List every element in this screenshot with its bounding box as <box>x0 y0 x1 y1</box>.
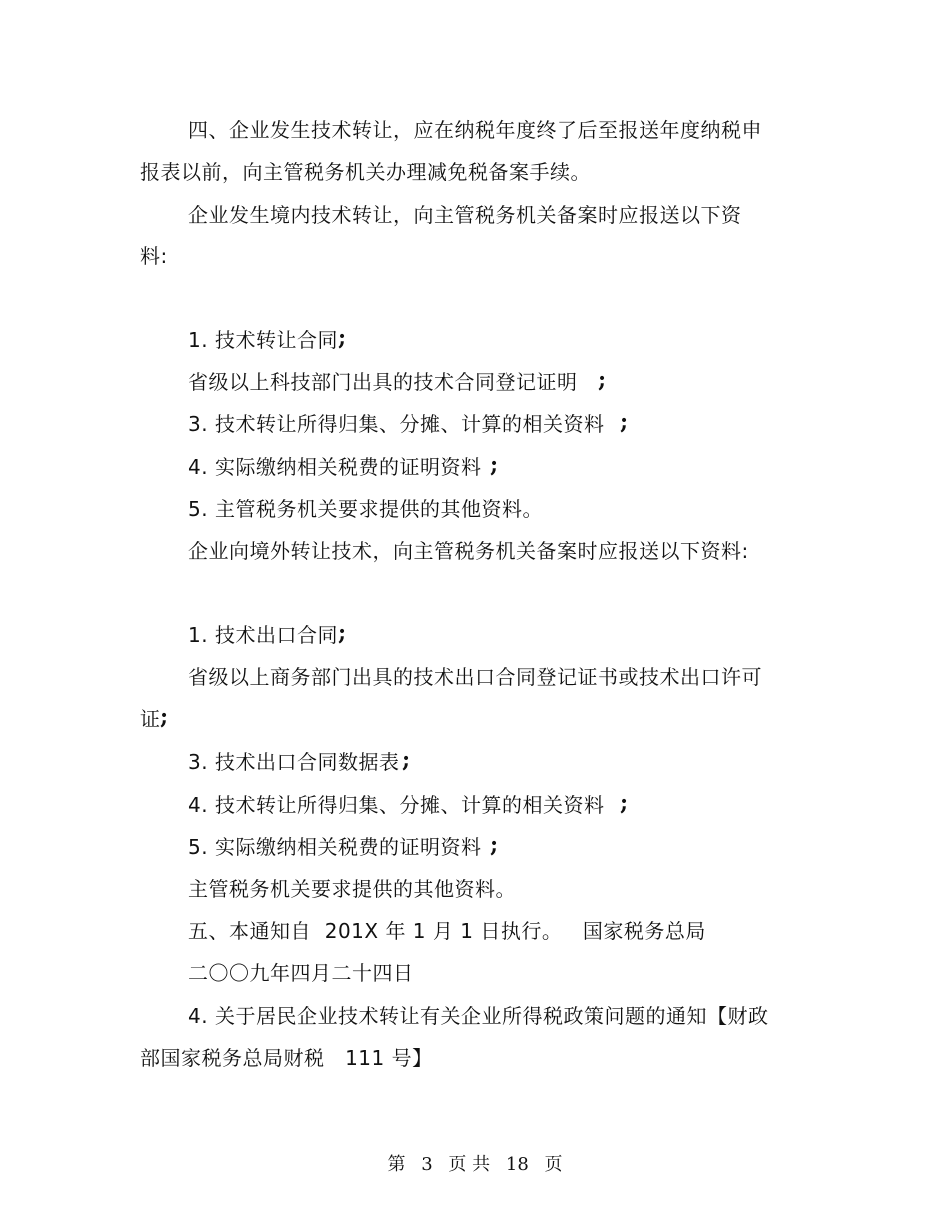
notice-4-line-1: 4. 关于居民企业技术转让有关企业所得税政策问题的通知【财政 <box>188 1004 769 1028</box>
domestic-item-3: 3. 技术转让所得归集、分摊、计算的相关资料 <box>188 412 605 436</box>
foreign-item-1-semicolon: ; <box>338 620 347 646</box>
domestic-item-2: 省级以上科技部门出具的技术合同登记证明 <box>188 370 578 394</box>
domestic-item-5: 5. 主管税务机关要求提供的其他资料。 <box>188 497 543 521</box>
domestic-item-1-semicolon: ; <box>338 325 347 351</box>
domestic-item-4-semicolon: ; <box>490 452 499 478</box>
paragraph-4-line-2: 报表以前，向主管税务机关办理减免税备案手续。 <box>140 160 591 184</box>
domestic-item-1: 1. 技术转让合同 <box>188 328 338 352</box>
foreign-item-2: 省级以上商务部门出具的技术出口合同登记证书或技术出口许可 <box>188 665 762 689</box>
notice-4-line-2: 部国家税务总局财税 111 号】 <box>140 1046 433 1070</box>
foreign-item-4-semicolon: ; <box>620 790 629 816</box>
paragraph-5: 五、本通知自 201X 年 1 月 1 日执行。 国家税务总局 <box>188 919 706 943</box>
foreign-item-6: 主管税务机关要求提供的其他资料。 <box>188 877 516 901</box>
foreign-item-2-cont: 证 <box>140 707 161 731</box>
domestic-intro-line-1: 企业发生境内技术转让，向主管税务机关备案时应报送以下资 <box>188 203 742 227</box>
footer-suffix: 页 <box>544 1154 563 1175</box>
footer-prefix: 第 <box>387 1154 406 1175</box>
domestic-item-3-semicolon: ; <box>620 409 629 435</box>
foreign-item-2-semicolon: ; <box>160 704 169 730</box>
page-footer <box>0 1153 950 1177</box>
footer-current-page: 3 <box>421 1154 433 1175</box>
foreign-item-5-semicolon: ; <box>490 832 499 858</box>
foreign-item-3-semicolon: ; <box>402 747 411 773</box>
date-line: 二〇〇九年四月二十四日 <box>188 961 414 985</box>
foreign-intro: 企业向境外转让技术，向主管税务机关备案时应报送以下资料: <box>188 539 749 563</box>
foreign-item-1: 1. 技术出口合同 <box>188 623 338 647</box>
foreign-item-4: 4. 技术转让所得归集、分摊、计算的相关资料 <box>188 793 605 817</box>
foreign-item-5: 5. 实际缴纳相关税费的证明资料 <box>188 835 482 859</box>
domestic-item-2-semicolon: ; <box>598 367 607 393</box>
footer-mid: 页 共 <box>448 1154 491 1175</box>
domestic-item-4: 4. 实际缴纳相关税费的证明资料 <box>188 455 482 479</box>
domestic-intro-line-2: 料: <box>140 244 168 268</box>
paragraph-4-line-1: 四、企业发生技术转让，应在纳税年度终了后至报送年度纳税申 <box>188 118 762 142</box>
footer-total-pages: 18 <box>505 1154 529 1175</box>
foreign-item-3: 3. 技术出口合同数据表 <box>188 750 400 774</box>
